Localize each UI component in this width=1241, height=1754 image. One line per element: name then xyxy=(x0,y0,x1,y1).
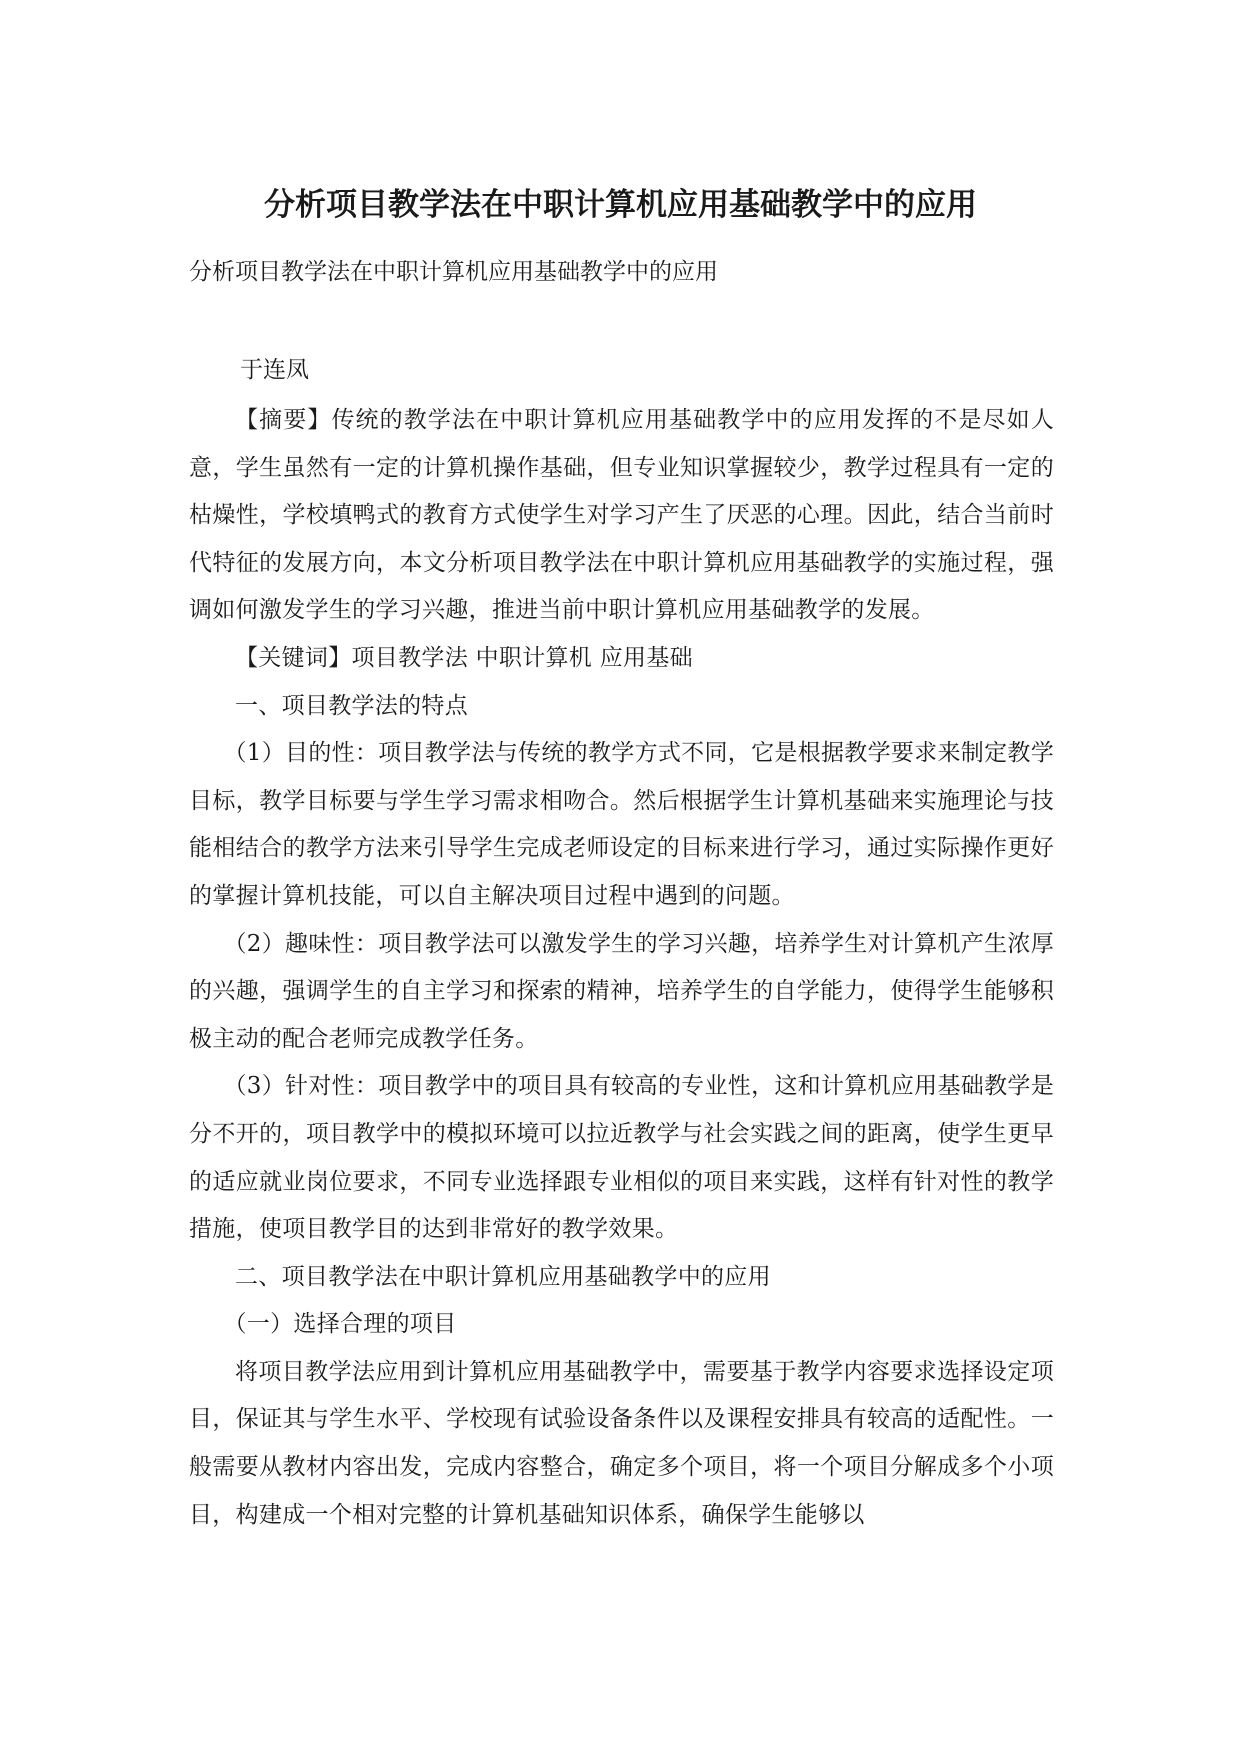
document-title: 分析项目教学法在中职计算机应用基础教学中的应用 xyxy=(264,187,977,223)
author-name: 于连凤 xyxy=(240,357,309,383)
section-heading: 二、项目教学法在中职计算机应用基础教学中的应用 xyxy=(235,1263,771,1290)
body-paragraph: （3）针对性：项目教学中的项目具有较高的专业性，这和计算机应用基础教学是分不开的，项目教学中的模拟环境可以拉近教学与社会实践之间的距离，使学生更早的适应就业岗位要求，不同专业选择跟专业相似的项目来实践，这样有针对性的教学措施，使项目教学目的达到非常好的教学效果。 xyxy=(189,1073,1054,1243)
abstract-paragraph: 【摘要】传统的教学法在中职计算机应用基础教学中的应用发挥的不是尽如人意，学生虽然有一定的计算机操作基础，但专业知识掌握较少，教学过程具有一定的枯燥性，学校填鸭式的教育方式使学生对学习产生了厌恶的心理。因此，结合当前时代特征的发展方向，本文分析项目教学法在中职计算机应用基础教学的实施过程，强调如何激发学生的学习兴趣，推进当前中职计算机应用基础教学的发展。 xyxy=(189,407,1054,624)
section-heading: 一、项目教学法的特点 xyxy=(235,692,468,719)
document-body xyxy=(189,397,1054,1539)
document-subtitle: 分析项目教学法在中职计算机应用基础教学中的应用 xyxy=(189,259,718,285)
body-paragraph: 将项目教学法应用到计算机应用基础教学中，需要基于教学内容要求选择设定项目，保证其与学生水平、学校现有试验设备条件以及课程安排具有较高的适配性。一般需要从教材内容出发，完成内容整合，确定多个项目，将一个项目分解成多个小项目，构建成一个相对完整的计算机基础知识体系，确保学生能够以 xyxy=(189,1358,1054,1528)
keywords-paragraph: 【关键词】项目教学法 中职计算机 应用基础 xyxy=(235,644,693,671)
subsection-heading: （一）选择合理的项目 xyxy=(223,1311,457,1338)
body-paragraph: （1）目的性：项目教学法与传统的教学方式不同，它是根据教学要求来制定教学目标，教学目标要与学生学习需求相吻合。然后根据学生计算机基础来实施理论与技能相结合的教学方法来引导学生完成老师设定的目标来进行学习，通过实际操作更好的掌握计算机技能，可以自主解决项目过程中遇到的问题。 xyxy=(189,740,1054,909)
body-paragraph: （2）趣味性：项目教学法可以激发学生的学习兴趣，培养学生对计算机产生浓厚的兴趣，强调学生的自主学习和探索的精神，培养学生的自学能力，使得学生能够积极主动的配合老师完成教学任务。 xyxy=(189,930,1054,1052)
